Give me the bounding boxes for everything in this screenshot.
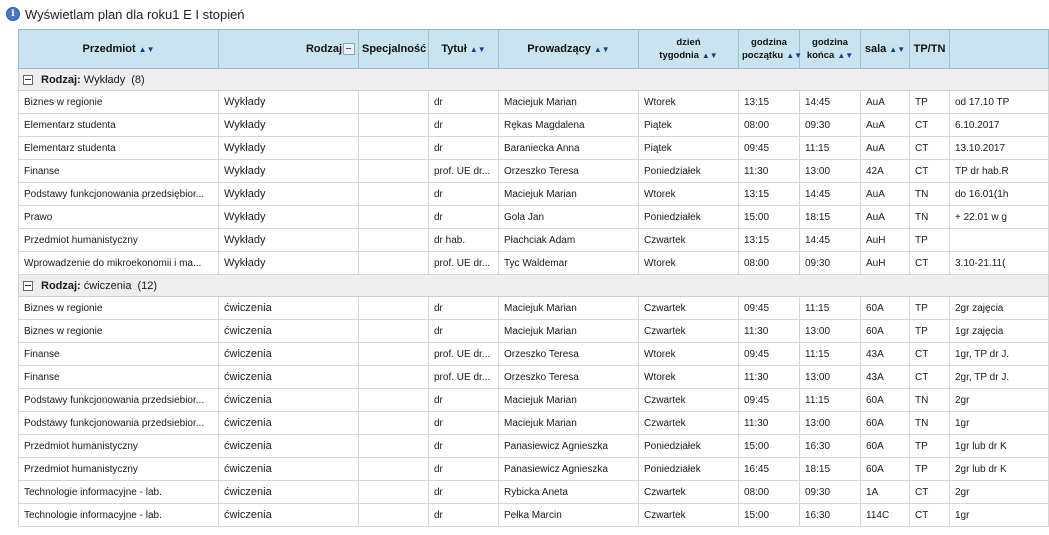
table-row[interactable] [19, 504, 1049, 527]
uwagi-cell: 1gr, TP dr J. [950, 343, 1049, 366]
specjalnosc-cell [359, 229, 429, 252]
table-row[interactable] [19, 206, 1049, 229]
tptn-cell: TP [910, 320, 950, 343]
specjalnosc-cell [359, 412, 429, 435]
tytul-cell: prof. UE dr... [429, 343, 499, 366]
przedmiot-cell: Podstawy funkcjonowania przedsiebior... [19, 389, 219, 412]
sala-cell: AuA [861, 137, 910, 160]
przedmiot-cell: Podstawy funkcjonowania przedsiębior... [19, 183, 219, 206]
collapse-icon[interactable] [23, 75, 33, 85]
przedmiot-cell: Przedmiot humanistyczny [19, 435, 219, 458]
end-cell: 13:00 [800, 320, 861, 343]
sala-cell: 60A [861, 435, 910, 458]
column-header-uwagi[interactable] [950, 30, 1049, 69]
start-cell: 15:00 [739, 504, 800, 527]
rodzaj-cell: ćwiczenia [219, 458, 359, 481]
start-cell: 09:45 [739, 389, 800, 412]
tytul-cell: prof. UE dr... [429, 366, 499, 389]
tptn-cell: TP [910, 297, 950, 320]
rodzaj-cell: ćwiczenia [219, 389, 359, 412]
dzien-cell: Czwartek [639, 412, 739, 435]
uwagi-cell: 6.10.2017 [950, 114, 1049, 137]
uwagi-cell: 2gr zajęcia [950, 297, 1049, 320]
group-header-cell[interactable] [19, 275, 1049, 297]
group-count: (12) [137, 279, 158, 292]
sala-cell: 114C [861, 504, 910, 527]
specjalnosc-cell [359, 389, 429, 412]
tytul-cell: prof. UE dr... [429, 252, 499, 275]
przedmiot-cell: Finanse [19, 343, 219, 366]
end-cell: 13:00 [800, 160, 861, 183]
uwagi-cell: 2gr [950, 481, 1049, 504]
group-value: ćwiczenia [83, 279, 132, 292]
przedmiot-cell: Wprowadzenie do mikroekonomii i ma... [19, 252, 219, 275]
uwagi-cell: 1gr [950, 412, 1049, 435]
start-cell: 08:00 [739, 252, 800, 275]
specjalnosc-cell [359, 366, 429, 389]
sala-cell: 42A [861, 160, 910, 183]
prowadzacy-cell: Gola Jan [499, 206, 639, 229]
prowadzacy-cell: Pełka Marcin [499, 504, 639, 527]
sort-icon[interactable]: ▲▼ [469, 45, 486, 54]
group-header-row[interactable] [19, 275, 1049, 297]
end-cell: 09:30 [800, 114, 861, 137]
end-cell: 09:30 [800, 252, 861, 275]
specjalnosc-cell [359, 458, 429, 481]
prowadzacy-cell: Płachciak Adam [499, 229, 639, 252]
tytul-cell: dr [429, 91, 499, 114]
specjalnosc-cell [359, 91, 429, 114]
dzien-cell: Czwartek [639, 229, 739, 252]
rodzaj-cell: ćwiczenia [219, 297, 359, 320]
end-cell: 09:30 [800, 481, 861, 504]
tptn-cell: TP [910, 229, 950, 252]
tptn-cell: TN [910, 206, 950, 229]
tytul-cell: dr [429, 137, 499, 160]
end-cell: 11:15 [800, 137, 861, 160]
uwagi-cell [950, 229, 1049, 252]
start-cell: 13:15 [739, 91, 800, 114]
start-cell: 11:30 [739, 160, 800, 183]
uwagi-cell: 1gr lub dr K [950, 435, 1049, 458]
przedmiot-cell: Finanse [19, 366, 219, 389]
rodzaj-cell: Wykłady [219, 91, 359, 114]
prowadzacy-cell: Rybicka Aneta [499, 481, 639, 504]
dzien-cell: Wtorek [639, 183, 739, 206]
specjalnosc-cell [359, 435, 429, 458]
start-cell: 16:45 [739, 458, 800, 481]
start-cell: 09:45 [739, 297, 800, 320]
table-row[interactable] [19, 412, 1049, 435]
tytul-cell: prof. UE dr... [429, 160, 499, 183]
dzien-cell: Poniedziałek [639, 435, 739, 458]
end-cell: 14:45 [800, 91, 861, 114]
sala-cell: AuA [861, 206, 910, 229]
start-cell: 09:45 [739, 137, 800, 160]
specjalnosc-cell [359, 252, 429, 275]
end-cell: 16:30 [800, 435, 861, 458]
dzien-cell: Czwartek [639, 297, 739, 320]
start-cell: 08:00 [739, 114, 800, 137]
tptn-cell: CT [910, 252, 950, 275]
sala-cell: 60A [861, 297, 910, 320]
prowadzacy-cell: Orzeszko Teresa [499, 343, 639, 366]
sala-cell: AuA [861, 91, 910, 114]
dzien-cell: Wtorek [639, 91, 739, 114]
prowadzacy-cell: Panasiewicz Agnieszka [499, 435, 639, 458]
table-row[interactable] [19, 229, 1049, 252]
przedmiot-cell: Elementarz studenta [19, 114, 219, 137]
prowadzacy-cell: Maciejuk Marian [499, 183, 639, 206]
przedmiot-cell: Biznes w regionie [19, 91, 219, 114]
sala-cell: 1A [861, 481, 910, 504]
rodzaj-cell: ćwiczenia [219, 504, 359, 527]
prowadzacy-cell: Maciejuk Marian [499, 91, 639, 114]
prowadzacy-cell: Maciejuk Marian [499, 389, 639, 412]
dzien-cell: Poniedziałek [639, 458, 739, 481]
start-cell: 13:15 [739, 183, 800, 206]
table-row[interactable] [19, 481, 1049, 504]
start-cell: 15:00 [739, 435, 800, 458]
specjalnosc-cell [359, 183, 429, 206]
specjalnosc-cell [359, 343, 429, 366]
uwagi-cell: 13.10.2017 [950, 137, 1049, 160]
tptn-cell: CT [910, 137, 950, 160]
column-header-dzien[interactable]: dzień tygodnia ▲▼ [639, 30, 739, 69]
tytul-cell: dr [429, 458, 499, 481]
rodzaj-cell: ćwiczenia [219, 412, 359, 435]
start-cell: 09:45 [739, 343, 800, 366]
rodzaj-cell: ćwiczenia [219, 366, 359, 389]
tytul-cell: dr [429, 320, 499, 343]
sort-icon[interactable]: ▲▼ [138, 45, 155, 54]
specjalnosc-cell [359, 137, 429, 160]
przedmiot-cell: Podstawy funkcjonowania przedsiebior... [19, 412, 219, 435]
sala-cell: AuA [861, 114, 910, 137]
sala-cell: AuA [861, 183, 910, 206]
schedule-table [18, 29, 1049, 527]
end-cell: 14:45 [800, 229, 861, 252]
table-row[interactable] [19, 320, 1049, 343]
tytul-cell: dr hab. [429, 229, 499, 252]
tptn-cell: TN [910, 183, 950, 206]
rodzaj-cell: ćwiczenia [219, 481, 359, 504]
sort-icon[interactable]: ▲▼ [889, 45, 906, 54]
dzien-cell: Poniedziałek [639, 160, 739, 183]
dzien-cell: Czwartek [639, 504, 739, 527]
group-label: Rodzaj: [41, 73, 81, 86]
sala-cell: 43A [861, 366, 910, 389]
grid-body [19, 69, 1049, 527]
uwagi-cell: 3.10-21.11( [950, 252, 1049, 275]
sala-cell: AuH [861, 229, 910, 252]
column-header-end[interactable]: godzina końca ▲▼ [800, 30, 861, 69]
prowadzacy-cell: Orzeszko Teresa [499, 366, 639, 389]
column-header-start[interactable]: godzina początku ▲▼ [739, 30, 800, 69]
specjalnosc-cell [359, 297, 429, 320]
tytul-cell: dr [429, 206, 499, 229]
table-row[interactable] [19, 389, 1049, 412]
dzien-cell: Czwartek [639, 481, 739, 504]
column-header-przedmiot[interactable]: Przedmiot ▲▼ [19, 30, 219, 69]
przedmiot-cell: Finanse [19, 160, 219, 183]
end-cell: 18:15 [800, 206, 861, 229]
prowadzacy-cell: Panasiewicz Agnieszka [499, 458, 639, 481]
prowadzacy-cell: Baraniecka Anna [499, 137, 639, 160]
sala-cell: 60A [861, 412, 910, 435]
dzien-cell: Piątek [639, 137, 739, 160]
rodzaj-cell: ćwiczenia [219, 320, 359, 343]
column-header-tptn[interactable]: TP/TN [910, 30, 950, 69]
tytul-cell: dr [429, 389, 499, 412]
przedmiot-cell: Technologie informacyjne - lab. [19, 504, 219, 527]
rodzaj-cell: Wykłady [219, 252, 359, 275]
table-row[interactable] [19, 137, 1049, 160]
group-header-cell[interactable] [19, 69, 1049, 91]
start-cell: 08:00 [739, 481, 800, 504]
end-cell: 13:00 [800, 412, 861, 435]
group-count: (8) [131, 73, 145, 86]
sala-cell: 60A [861, 458, 910, 481]
rodzaj-cell: Wykłady [219, 206, 359, 229]
dzien-cell: Czwartek [639, 389, 739, 412]
specjalnosc-cell [359, 114, 429, 137]
group-label: Rodzaj: [41, 279, 81, 292]
start-cell: 13:15 [739, 229, 800, 252]
prowadzacy-cell: Maciejuk Marian [499, 297, 639, 320]
column-header-rodzaj[interactable]: Rodzaj [219, 30, 359, 69]
rodzaj-cell: ćwiczenia [219, 435, 359, 458]
column-header-prowadzacy[interactable]: Prowadzący ▲▼ [499, 30, 639, 69]
uwagi-cell: 2gr [950, 389, 1049, 412]
dzien-cell: Poniedziałek [639, 206, 739, 229]
table-row[interactable] [19, 183, 1049, 206]
uwagi-cell: 1gr [950, 504, 1049, 527]
group-header-row[interactable] [19, 69, 1049, 91]
column-header-specjalnosc[interactable]: Specjalność [359, 30, 429, 69]
uwagi-cell: 2gr, TP dr J. [950, 366, 1049, 389]
page-title: Wyświetlam plan dla roku1 E I stopień [25, 6, 245, 22]
collapse-icon[interactable] [23, 281, 33, 291]
end-cell: 13:00 [800, 366, 861, 389]
sala-cell: 60A [861, 389, 910, 412]
column-header-sala[interactable]: sala ▲▼ [861, 30, 910, 69]
przedmiot-cell: Przedmiot humanistyczny [19, 458, 219, 481]
tptn-cell: CT [910, 343, 950, 366]
end-cell: 11:15 [800, 389, 861, 412]
sort-icon[interactable]: ▲▼ [786, 51, 803, 60]
prowadzacy-cell: Orzeszko Teresa [499, 160, 639, 183]
tytul-cell: dr [429, 435, 499, 458]
dzien-cell: Piątek [639, 114, 739, 137]
uwagi-cell: do 16.01(1h [950, 183, 1049, 206]
specjalnosc-cell [359, 504, 429, 527]
column-header-tytul[interactable]: Tytuł ▲▼ [429, 30, 499, 69]
sort-icon[interactable]: ▲▼ [837, 51, 854, 60]
przedmiot-cell: Biznes w regionie [19, 320, 219, 343]
end-cell: 16:30 [800, 504, 861, 527]
specjalnosc-cell [359, 481, 429, 504]
start-cell: 15:00 [739, 206, 800, 229]
tptn-cell: CT [910, 114, 950, 137]
prowadzacy-cell: Maciejuk Marian [499, 412, 639, 435]
table-row[interactable] [19, 366, 1049, 389]
start-cell: 11:30 [739, 366, 800, 389]
uwagi-cell: 1gr zajęcia [950, 320, 1049, 343]
table-row[interactable] [19, 114, 1049, 137]
tytul-cell: dr [429, 412, 499, 435]
dzien-cell: Wtorek [639, 252, 739, 275]
sala-cell: AuH [861, 252, 910, 275]
uwagi-cell: 2gr lub dr K [950, 458, 1049, 481]
rodzaj-cell: Wykłady [219, 160, 359, 183]
rodzaj-cell: Wykłady [219, 183, 359, 206]
start-cell: 11:30 [739, 412, 800, 435]
dzien-cell: Wtorek [639, 343, 739, 366]
info-bar [6, 5, 245, 23]
end-cell: 14:45 [800, 183, 861, 206]
end-cell: 18:15 [800, 458, 861, 481]
rodzaj-cell: Wykłady [219, 229, 359, 252]
przedmiot-cell: Przedmiot humanistyczny [19, 229, 219, 252]
info-icon: i [6, 7, 20, 21]
tytul-cell: dr [429, 114, 499, 137]
table-row[interactable] [19, 458, 1049, 481]
sort-icon[interactable]: ▲▼ [701, 51, 718, 60]
prowadzacy-cell: Maciejuk Marian [499, 320, 639, 343]
table-row[interactable] [19, 297, 1049, 320]
table-row[interactable] [19, 252, 1049, 275]
prowadzacy-cell: Tyc Waldemar [499, 252, 639, 275]
tptn-cell: CT [910, 481, 950, 504]
przedmiot-cell: Technologie informacyjne - lab. [19, 481, 219, 504]
tptn-cell: CT [910, 160, 950, 183]
tptn-cell: CT [910, 504, 950, 527]
tytul-cell: dr [429, 297, 499, 320]
filter-icon[interactable] [343, 43, 355, 55]
specjalnosc-cell [359, 160, 429, 183]
end-cell: 11:15 [800, 297, 861, 320]
tytul-cell: dr [429, 183, 499, 206]
start-cell: 11:30 [739, 320, 800, 343]
uwagi-cell: + 22.01 w g [950, 206, 1049, 229]
tptn-cell: TN [910, 389, 950, 412]
specjalnosc-cell [359, 320, 429, 343]
tytul-cell: dr [429, 504, 499, 527]
rodzaj-cell: Wykłady [219, 114, 359, 137]
end-cell: 11:15 [800, 343, 861, 366]
rodzaj-cell: ćwiczenia [219, 343, 359, 366]
tptn-cell: TP [910, 91, 950, 114]
przedmiot-cell: Elementarz studenta [19, 137, 219, 160]
header-row [19, 30, 1049, 69]
table-row[interactable] [19, 435, 1049, 458]
przedmiot-cell: Biznes w regionie [19, 297, 219, 320]
tptn-cell: CT [910, 366, 950, 389]
uwagi-cell: TP dr hab.R [950, 160, 1049, 183]
tytul-cell: dr [429, 481, 499, 504]
sala-cell: 43A [861, 343, 910, 366]
group-value: Wykłady [83, 73, 126, 86]
specjalnosc-cell [359, 206, 429, 229]
dzien-cell: Wtorek [639, 366, 739, 389]
uwagi-cell: od 17.10 TP [950, 91, 1049, 114]
przedmiot-cell: Prawo [19, 206, 219, 229]
table-row[interactable] [19, 160, 1049, 183]
sort-icon[interactable]: ▲▼ [593, 45, 610, 54]
prowadzacy-cell: Rękas Magdalena [499, 114, 639, 137]
sala-cell: 60A [861, 320, 910, 343]
tptn-cell: TP [910, 458, 950, 481]
table-row[interactable] [19, 343, 1049, 366]
rodzaj-cell: Wykłady [219, 137, 359, 160]
tptn-cell: TP [910, 435, 950, 458]
schedule-grid [18, 29, 1015, 527]
table-row[interactable] [19, 91, 1049, 114]
tptn-cell: TN [910, 412, 950, 435]
dzien-cell: Czwartek [639, 320, 739, 343]
